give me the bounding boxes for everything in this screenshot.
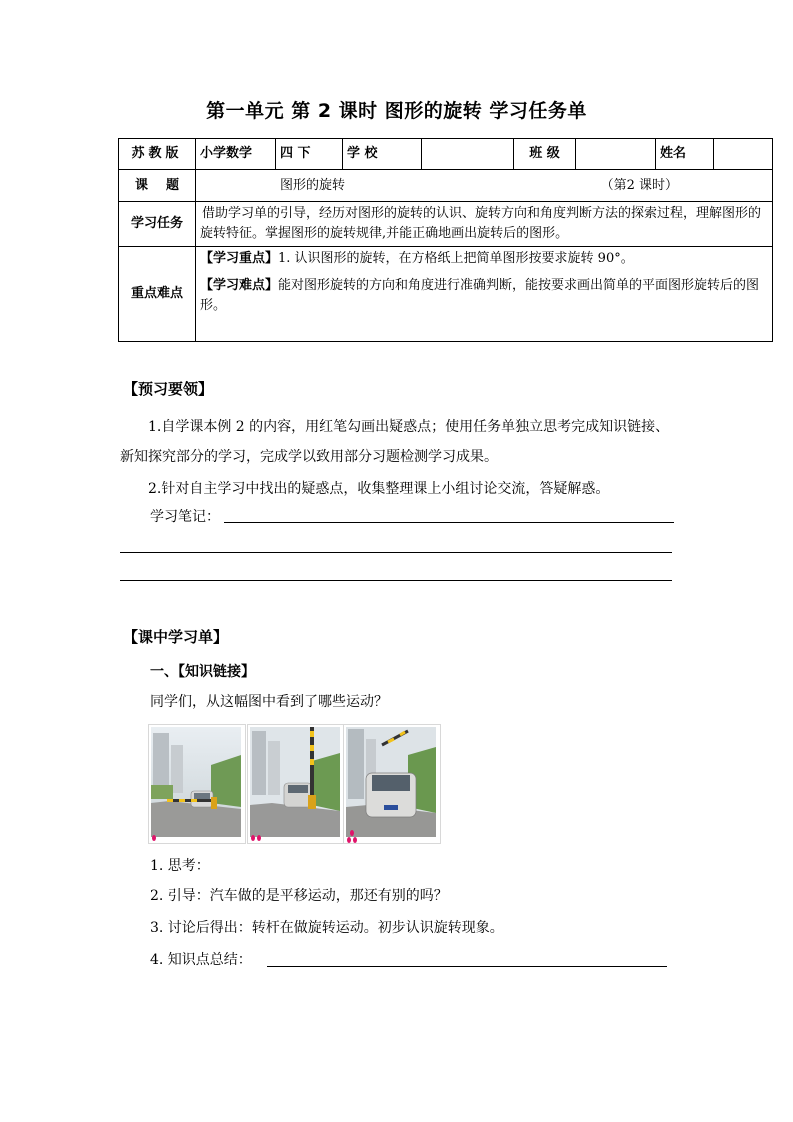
notes-line-2[interactable] [120,552,672,553]
school-label: 学 校 [343,139,422,170]
notes-label: 学习笔记： [150,509,220,525]
topic-cell [196,170,773,202]
subject-cell: 小学数学 [196,139,276,170]
step-4-summary-label: 4. 知识点总结： [150,952,252,968]
name-label: 姓名 [656,139,714,170]
publisher-label: 苏教版 [119,139,196,170]
preview-item-2: 2.针对自主学习中找出的疑惑点，收集整理课上小组讨论交流，答疑解惑。 [148,481,610,497]
photo-barrier-open [343,724,441,844]
key-point-line [200,249,768,269]
task-text: 借助学习单的引导，经历对图形的旋转的认识、旋转方向和角度判断方法的探索过程，理解图形的旋转特征。掌握图形的旋转规律,并能正确地画出旋转后的图形。 [196,202,773,247]
class-label: 班 级 [514,139,576,170]
knowledge-link-heading: 一、【知识链接】 [150,664,255,680]
grade-cell: 四 下 [276,139,343,170]
notes-line-3[interactable] [120,580,672,581]
preview-item-1: 1.自学课本例 2 的内容，用红笔勾画出疑惑点；使用任务单独立思考完成知识链接、新知探究部分的学习，完成学以致用部分习题检测学习成果。 [120,419,670,465]
step-3-conclusion: 3. 讨论后得出：转杆在做旋转运动。初步认识旋转现象。 [150,920,504,936]
lesson-number: （第2 课时） [600,177,678,193]
task-label: 学习任务 [119,202,196,247]
page-title: 第一单元 第 2 课时 图形的旋转 学习任务单 [206,100,587,122]
class-value[interactable] [576,139,656,170]
topic-label: 课 题 [119,170,196,202]
frame-marker [347,837,351,843]
summary-answer-line[interactable] [267,966,667,967]
difficulty-tag: 【学习难点】 [200,278,279,293]
frame-marker [353,837,357,843]
class-sheet-heading: 【课中学习单】 [123,628,229,646]
key-difficulty-cell [196,247,773,342]
lesson-info-table [118,138,773,342]
difficulty-text: 能对图形旋转的方向和角度进行准确判断，能按要求画出简单的平面图形旋转后的图形。 [200,278,760,313]
key-difficulty-label: 重点难点 [119,247,196,342]
name-value[interactable] [714,139,773,170]
key-point-text: 1. 认识图形的旋转，在方格纸上把简单图形按要求旋转 90°。 [278,251,634,266]
step-1-think: 1. 思考： [150,858,210,874]
frame-marker [350,830,354,836]
photo-barrier-rising [247,724,345,844]
step-2-guide: 2. 引导：汽车做的是平移运动，那还有别的吗？ [150,888,448,904]
preview-heading: 【预习要领】 [123,380,214,398]
frame-marker [251,835,255,841]
photo-barrier-closed [148,724,246,844]
frame-marker [152,835,156,841]
photo-question: 同学们，从这幅图中看到了哪些运动？ [150,694,388,710]
notes-line-1[interactable] [224,522,674,523]
topic-value: 图形的旋转 [280,177,346,193]
difficulty-line [200,276,768,316]
frame-marker [257,835,261,841]
school-value[interactable] [422,139,514,170]
key-point-tag: 【学习重点】 [200,251,279,266]
